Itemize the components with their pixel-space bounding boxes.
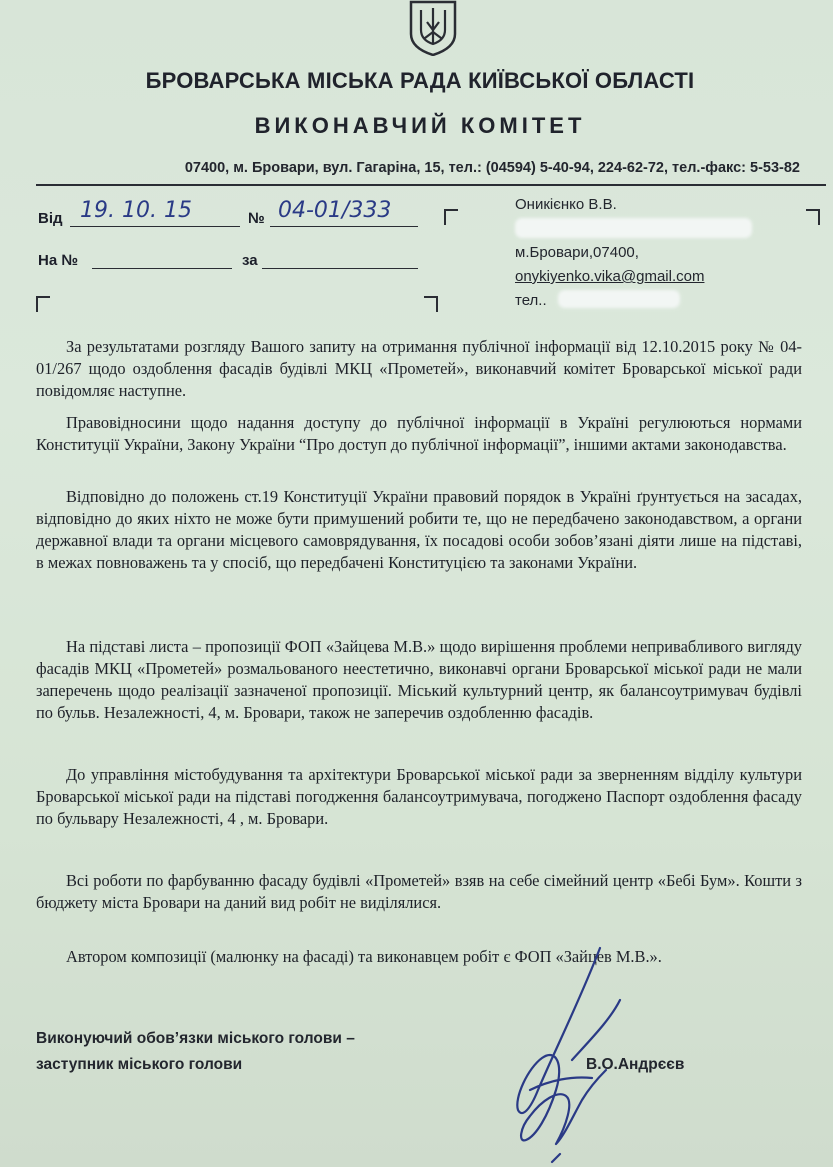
organization-address: 07400, м. Бровари, вул. Гагаріна, 15, тел.: (04594) 5-40-94, 224-62-72, тел.-факс: 5-53-82 bbox=[184, 160, 800, 176]
date-line bbox=[70, 226, 240, 227]
corner-mark-left bbox=[36, 296, 50, 312]
redacted-phone bbox=[558, 290, 680, 308]
body-paragraph: До управління містобудування та архітектури Броварської міської ради за зверненням відділу культури Броварської міської ради на підставі погодження балансоутримувача, погоджено Паспорт оздоблення фасаду по бульвару Незалежності, 4 , м. Бровари. bbox=[36, 765, 802, 828]
signatory-title: заступник міського голови bbox=[36, 1056, 243, 1073]
body-paragraph: На підставі листа – пропозиції ФОП «Зайцева М.В.» щодо вирішення проблеми непривабливого вигляду фасадів МКЦ «Прометей» розмальованого неестетично, виконавчі органи Броварської міської ради не мали заперечень щодо реалізації зазначеної пропозиції. Міський культурний центр, як балансоутримувач будівлі по бульв. Незалежності, 4, м. Бровари, також не заперечив оздобленню фасадів. bbox=[36, 637, 802, 722]
body-paragraph: Всі роботи по фарбуванню фасаду будівлі «Прометей» взяв на себе сімейний центр «Бебі Бум». Кошти з бюджету міста Бровари на даний вид робіт не виділялися. bbox=[36, 871, 802, 912]
signatory-title: Виконуючий обов’язки міського голови – bbox=[36, 1030, 355, 1047]
to-number-line bbox=[92, 268, 232, 269]
recipient-city: м.Бровари,07400, bbox=[515, 244, 639, 261]
body-paragraph: Автором композиції (малюнку на фасаді) та виконавцем робіт є ФОП «Зайцев М.В.». bbox=[66, 947, 662, 966]
to-date-line bbox=[262, 268, 418, 269]
header-divider bbox=[36, 184, 826, 186]
organization-name: БРОВАРСЬКА МІСЬКА РАДА КИЇВСЬКОЇ ОБЛАСТІ bbox=[145, 68, 695, 93]
body-paragraph: За результатами розгляду Вашого запиту на отримання публічної інформації від 12.10.2015 року № 04-01/267 щодо оздоблення фасадів будівлі МКЦ «Прометей», виконавчий комітет Броварської міської ради повідомляє наступне. bbox=[36, 337, 802, 400]
coat-of-arms-icon bbox=[403, 0, 463, 56]
signatory-name: В.О.Андрєєв bbox=[586, 1056, 685, 1073]
letter-date: 19. 10. 15 bbox=[80, 198, 192, 223]
body-paragraph: Відповідно до положень ст.19 Конституції України правовий порядок в Україні ґрунтується на засадах, відповідно до яких ніхто не може бути примушений робити те, що не передбачено законодавством, а органи державної влади та органи місцевого самоврядування, їх посадові особи зобов’язані діяти лише на підставі, в межах повноважень та у спосіб, що передбачені Конституцією та законами України. bbox=[36, 487, 802, 572]
redacted-address bbox=[515, 218, 752, 238]
handwritten-signature bbox=[460, 940, 670, 1165]
corner-mark-top-left bbox=[444, 209, 458, 225]
from-label: Від bbox=[38, 210, 63, 227]
to-date-label: за bbox=[242, 252, 258, 269]
recipient-email: onykiyenko.vika@gmail.com bbox=[515, 268, 705, 285]
corner-mark-right bbox=[424, 296, 438, 312]
body-paragraph: Правовідносини щодо надання доступу до публічної інформації в Україні регулюються нормами Конституції України, Закону України “Про доступ до публічної інформації”, іншими актами законодавства. bbox=[36, 413, 802, 454]
letter-number: 04-01/333 bbox=[278, 198, 392, 223]
recipient-name: Оникієнко В.В. bbox=[515, 196, 617, 213]
corner-mark-top-right bbox=[806, 209, 820, 225]
committee-name: ВИКОНАВЧИЙ КОМІТЕТ bbox=[254, 113, 586, 138]
number-label: № bbox=[248, 210, 265, 227]
to-number-label: На № bbox=[38, 252, 79, 269]
number-line bbox=[270, 226, 418, 227]
recipient-phone-label: тел.. bbox=[515, 292, 547, 309]
